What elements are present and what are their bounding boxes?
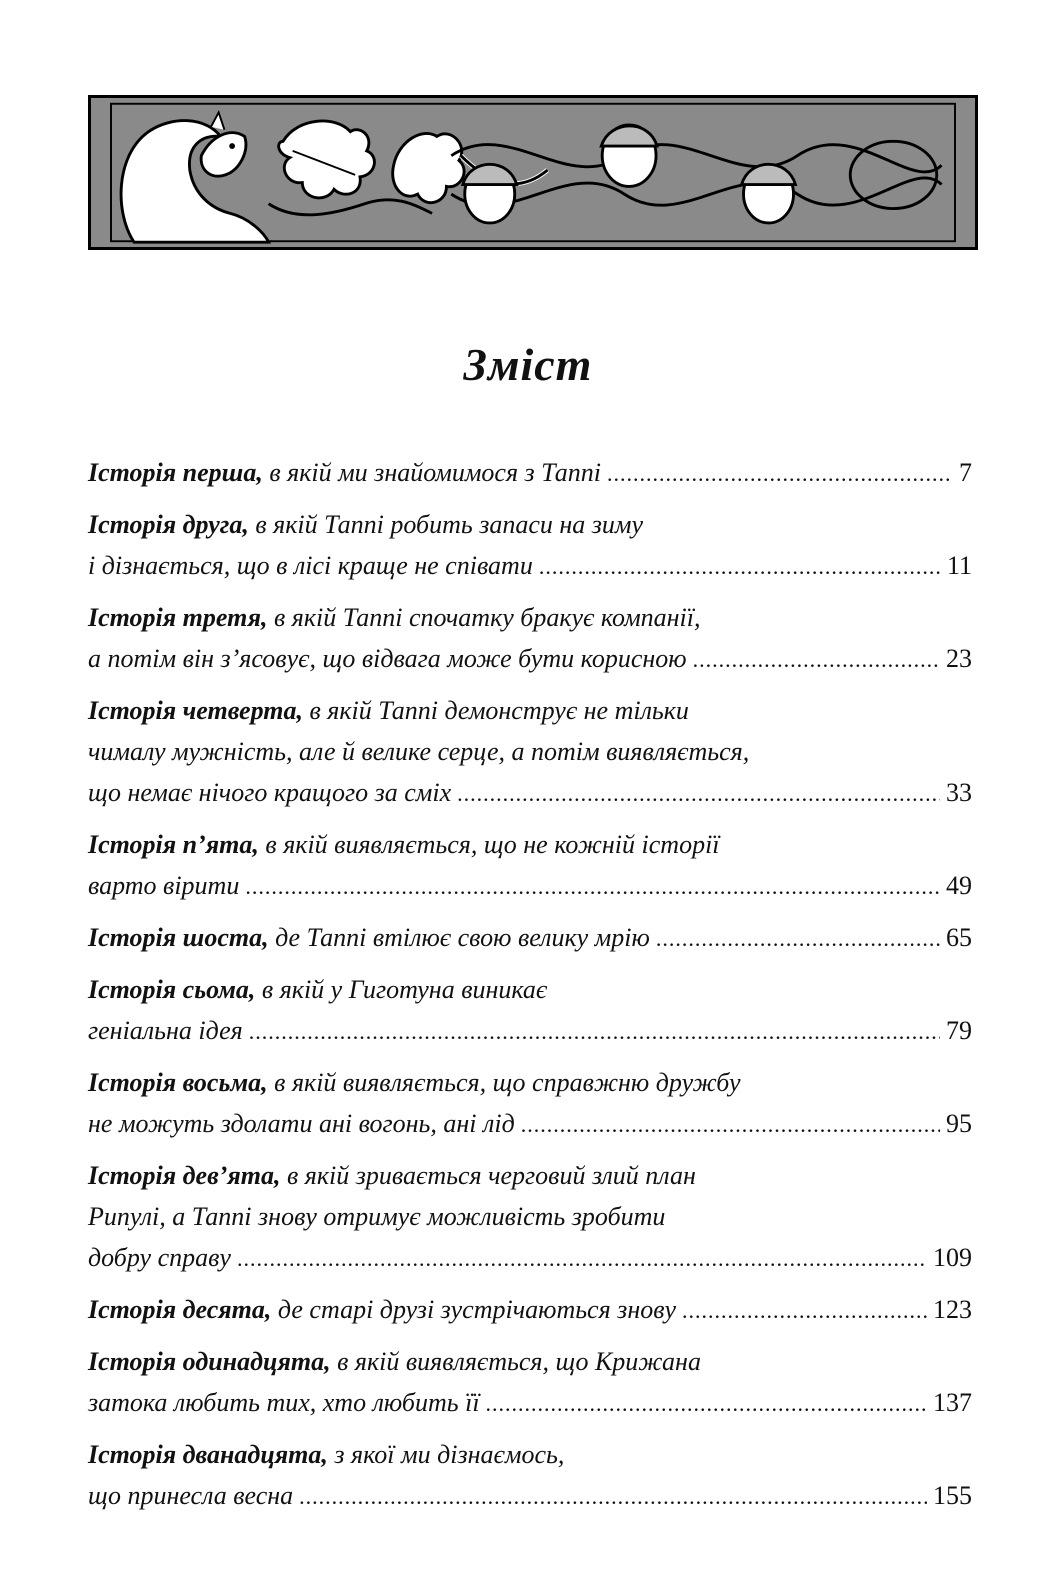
toc-entry-heading: Історія п’ята, [88, 830, 259, 859]
toc-entry-heading: Історія одинадцята, [88, 1347, 331, 1376]
toc-entry-line [88, 824, 972, 865]
toc-entry [88, 917, 972, 959]
toc-entry [88, 1434, 972, 1517]
toc-entry-line [88, 969, 972, 1010]
toc-entry [88, 690, 972, 814]
page-number: 95 [946, 1109, 972, 1138]
page-title: Зміст [463, 339, 593, 390]
dot-leader [486, 1383, 927, 1424]
page-number: 137 [933, 1388, 972, 1417]
toc-entry-text: затока любить тих, хто любить її [88, 1388, 480, 1417]
toc-entry-heading: Історія перша, [88, 458, 263, 487]
toc-entry-line [88, 638, 972, 680]
dot-leader [539, 546, 941, 587]
toc-entry-text: а потім він з’ясовує, що відвага може бути корисною [88, 644, 687, 673]
toc-entry-line [88, 597, 972, 638]
toc-entry-heading: Історія третя, [88, 603, 268, 632]
toc-entry-line [88, 1434, 972, 1475]
page-number: 155 [933, 1481, 972, 1510]
toc-entry-text: варто вірити [88, 871, 240, 900]
toc-entry-line [88, 1103, 972, 1145]
toc-entry-text: в якій Таппі демонструє не тільки [302, 696, 689, 725]
toc-entry-line [88, 452, 972, 494]
toc-entry-text: геніальна ідея [88, 1016, 243, 1045]
dot-leader [682, 1290, 927, 1331]
table-of-contents [88, 452, 972, 1527]
toc-entry [88, 1062, 972, 1145]
toc-entry-text: що немає нічого кращого за сміх [88, 778, 452, 807]
toc-entry-line [88, 1062, 972, 1103]
toc-entry [88, 504, 972, 587]
toc-entry-line [88, 772, 972, 814]
toc-entry [88, 824, 972, 907]
toc-entry-line [88, 504, 972, 545]
toc-entry-text: що принесла весна [88, 1481, 294, 1510]
decorative-banner [88, 95, 978, 250]
dot-leader [656, 918, 940, 959]
toc-entry-line [88, 865, 972, 907]
dot-leader [521, 1104, 940, 1145]
toc-entry-line [88, 1475, 972, 1517]
page-number: 11 [946, 551, 972, 580]
celtic-knot-icon [451, 141, 941, 208]
dot-leader [237, 1238, 927, 1279]
toc-entry-line [88, 1155, 972, 1196]
toc-entry [88, 1289, 972, 1331]
page-number: 65 [946, 923, 972, 952]
page-number: 33 [946, 778, 972, 807]
toc-entry-line [88, 1237, 972, 1279]
toc-entry-text: в якій Таппі спочатку бракує компанії, [267, 603, 701, 632]
toc-entry-heading: Історія шоста, [88, 923, 269, 952]
dot-leader [299, 1476, 927, 1517]
toc-entry-line [88, 1010, 972, 1052]
toc-entry-line [88, 917, 972, 959]
toc-entry-line [88, 1382, 972, 1424]
dot-leader [457, 773, 940, 814]
page-number: 49 [946, 871, 972, 900]
toc-entry-line [88, 690, 972, 731]
toc-entry-text: добру справу [88, 1243, 231, 1272]
toc-entry-text: в якій виявляється, що Крижана [330, 1347, 701, 1376]
toc-entry-heading: Історія сьома, [88, 975, 256, 1004]
dot-leader [693, 639, 940, 680]
dot-leader [249, 1011, 940, 1052]
toc-entry-text: в якій виявляється, що не кожній історії [258, 830, 720, 859]
toc-entry-line [88, 545, 972, 587]
page-number: 23 [946, 644, 972, 673]
page-number: 109 [933, 1243, 972, 1272]
toc-entry-text: в якій виявляється, що справжню дружбу [267, 1068, 741, 1097]
toc-entry-heading: Історія друга, [88, 510, 249, 539]
toc-entry-text: в якій зривається черговий злий план [280, 1161, 696, 1190]
toc-entry [88, 1155, 972, 1279]
toc-entry-heading: Історія десята, [88, 1295, 272, 1324]
dot-leader [245, 866, 940, 907]
toc-entry-line [88, 1289, 972, 1331]
banner-illustration [91, 98, 975, 247]
toc-entry-text: і дізнається, що в лісі краще не співати [88, 551, 533, 580]
toc-entry-text: де старі друзі зустрічаються знову [271, 1295, 677, 1324]
toc-entry-line [88, 731, 972, 772]
toc-entry-line [88, 1196, 972, 1237]
page-number: 123 [933, 1295, 972, 1324]
page-number: 7 [959, 458, 972, 487]
toc-entry-text: в якій у Гиготуна виникає [255, 975, 548, 1004]
acorn-icon [463, 125, 796, 223]
toc-entry [88, 1341, 972, 1424]
toc-entry-heading: Історія дев’ята, [88, 1161, 281, 1190]
dot-leader [607, 453, 953, 494]
toc-entry [88, 452, 972, 494]
toc-entry-line [88, 1341, 972, 1382]
page-number: 79 [946, 1016, 972, 1045]
toc-entry-text: в якій Таппі робить запаси на зиму [248, 510, 644, 539]
toc-entry [88, 969, 972, 1052]
toc-entry-heading: Історія четверта, [88, 696, 303, 725]
squirrel-icon [121, 112, 269, 242]
toc-entry-heading: Історія восьма, [88, 1068, 268, 1097]
toc-entry-text: Рипулі, а Таппі знову отримує можливість зробити [88, 1202, 666, 1231]
toc-entry [88, 597, 972, 680]
toc-entry-text: чималу мужність, але й велике серце, а потім виявляється, [88, 737, 750, 766]
toc-entry-text: де Таппі втілює свою велику мрію [268, 923, 650, 952]
toc-entry-text: з якої ми дізнаємось, [327, 1440, 565, 1469]
toc-entry-text: в якій ми знайомимося з Таппі [262, 458, 601, 487]
toc-entry-text: не можуть здолати ані вогонь, ані лід [88, 1109, 515, 1138]
toc-entry-heading: Історія дванадцята, [88, 1440, 328, 1469]
oak-leaf-icon [269, 121, 464, 215]
